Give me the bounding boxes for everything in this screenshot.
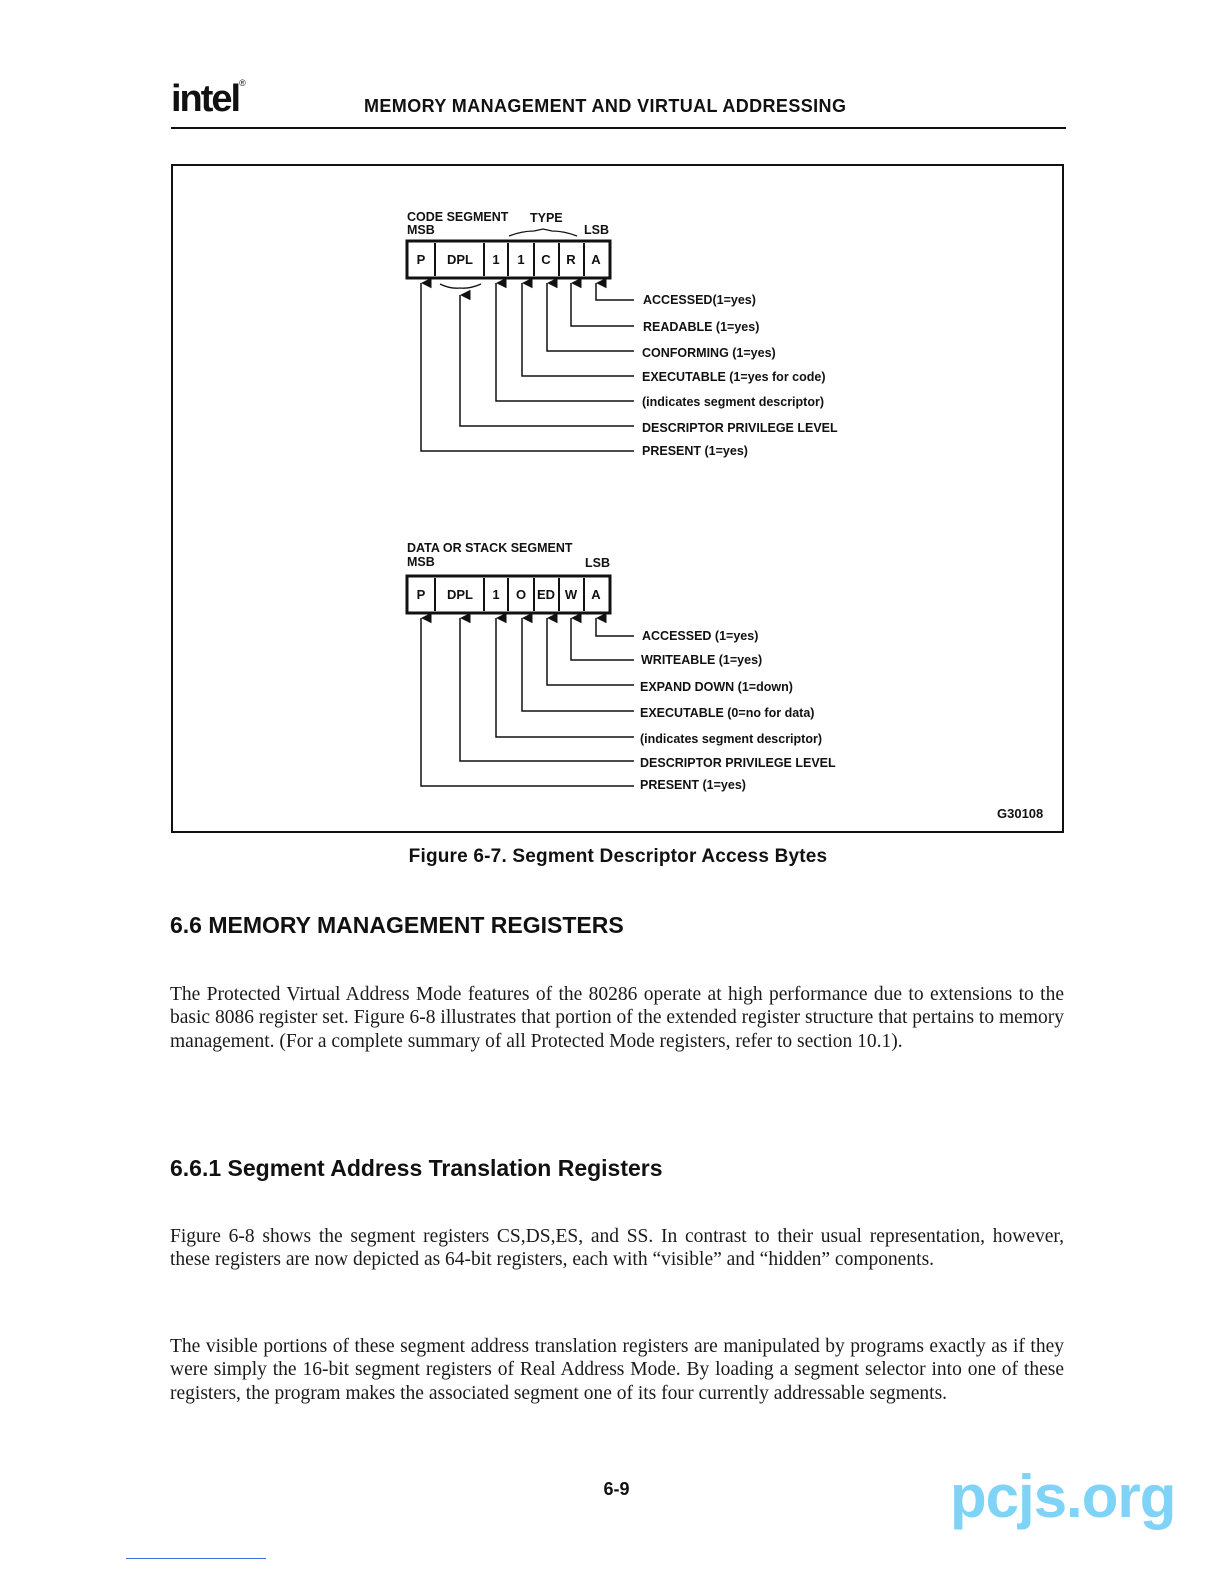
code-msb-label: MSB	[407, 223, 435, 237]
section-heading-6-6: 6.6 MEMORY MANAGEMENT REGISTERS	[170, 912, 624, 938]
data-field-ed: ED	[536, 587, 556, 602]
data-leader-lines	[421, 618, 634, 786]
code-field-dpl: DPL	[447, 252, 473, 267]
code-leader-lines	[421, 283, 634, 451]
code-field-p: P	[416, 252, 426, 267]
data-label-expand-down: EXPAND DOWN (1=down)	[640, 680, 793, 694]
code-field-r: R	[566, 252, 576, 267]
code-label-dpl: DESCRIPTOR PRIVILEGE LEVEL	[642, 421, 838, 435]
data-field-a: A	[591, 587, 601, 602]
code-field-bit3: 1	[517, 252, 525, 267]
code-field-a: A	[591, 252, 601, 267]
code-label-accessed: ACCESSED(1=yes)	[643, 293, 756, 307]
data-segment-title: DATA OR STACK SEGMENT	[407, 541, 573, 555]
data-label-accessed: ACCESSED (1=yes)	[642, 629, 759, 643]
code-field-bit4: 1	[492, 252, 500, 267]
data-label-executable: EXECUTABLE (0=no for data)	[640, 706, 815, 720]
code-label-executable: EXECUTABLE (1=yes for code)	[642, 370, 826, 384]
page-header-title: MEMORY MANAGEMENT AND VIRTUAL ADDRESSING	[364, 96, 847, 116]
logo-text: intel	[171, 78, 240, 120]
data-field-p: P	[416, 587, 426, 602]
code-dpl-brace	[440, 284, 481, 288]
figure-id: G30108	[997, 806, 1044, 821]
section-heading-6-6-1: 6.6.1 Segment Address Translation Registers	[170, 1155, 663, 1181]
data-lsb-label: LSB	[585, 556, 610, 570]
section-6-6-paragraph: The Protected Virtual Address Mode features of the 80286 operate at high performance due to extensions to the basic 8086 register set. Figure 6-8 illustrates that portion of the extended register structure that pertains to memory management. (For a complete summary of all Protected Mode registers, refer to section 10.1).	[170, 984, 1064, 1052]
data-field-bit4: 1	[492, 587, 500, 602]
code-type-label: TYPE	[530, 211, 563, 225]
data-field-w: W	[564, 587, 578, 602]
code-field-c: C	[541, 252, 551, 267]
code-label-conforming: CONFORMING (1=yes)	[642, 346, 776, 360]
page-number: 6-9	[603, 1479, 630, 1499]
code-label-present: PRESENT (1=yes)	[642, 444, 748, 458]
figure-caption: Figure 6-7. Segment Descriptor Access Bytes	[408, 846, 828, 867]
code-label-readable: READABLE (1=yes)	[643, 320, 760, 334]
bottom-rule	[126, 1558, 266, 1559]
data-field-bit3: O	[515, 587, 527, 602]
section-6-6-1-paragraph-2: The visible portions of these segment address translation registers are manipulated by programs exactly as if they were simply the 16-bit segment registers of Real Address Mode. By loading a segment selector into one of these registers, the program makes the associated segment one of its four currently addressable segments.	[170, 1336, 1064, 1404]
code-label-segment-descriptor: (indicates segment descriptor)	[642, 395, 824, 409]
code-segment-title: CODE SEGMENT	[407, 210, 509, 224]
data-label-dpl: DESCRIPTOR PRIVILEGE LEVEL	[640, 756, 836, 770]
data-field-dpl: DPL	[447, 587, 473, 602]
data-label-segment-descriptor: (indicates segment descriptor)	[640, 732, 822, 746]
pcjs-watermark: pcjs.org	[950, 1463, 1176, 1530]
code-lsb-label: LSB	[584, 223, 609, 237]
data-label-present: PRESENT (1=yes)	[640, 778, 746, 792]
logo-registered-mark: ®	[239, 78, 246, 88]
code-type-brace	[509, 229, 577, 236]
section-6-6-1-paragraph-1: Figure 6-8 shows the segment registers CS,DS,ES, and SS. In contrast to their usual representation, however, these registers are now depicted as 64-bit registers, each with “visible” and “hidden” components.	[170, 1226, 1064, 1271]
data-label-writeable: WRITEABLE (1=yes)	[641, 653, 763, 667]
data-msb-label: MSB	[407, 555, 435, 569]
